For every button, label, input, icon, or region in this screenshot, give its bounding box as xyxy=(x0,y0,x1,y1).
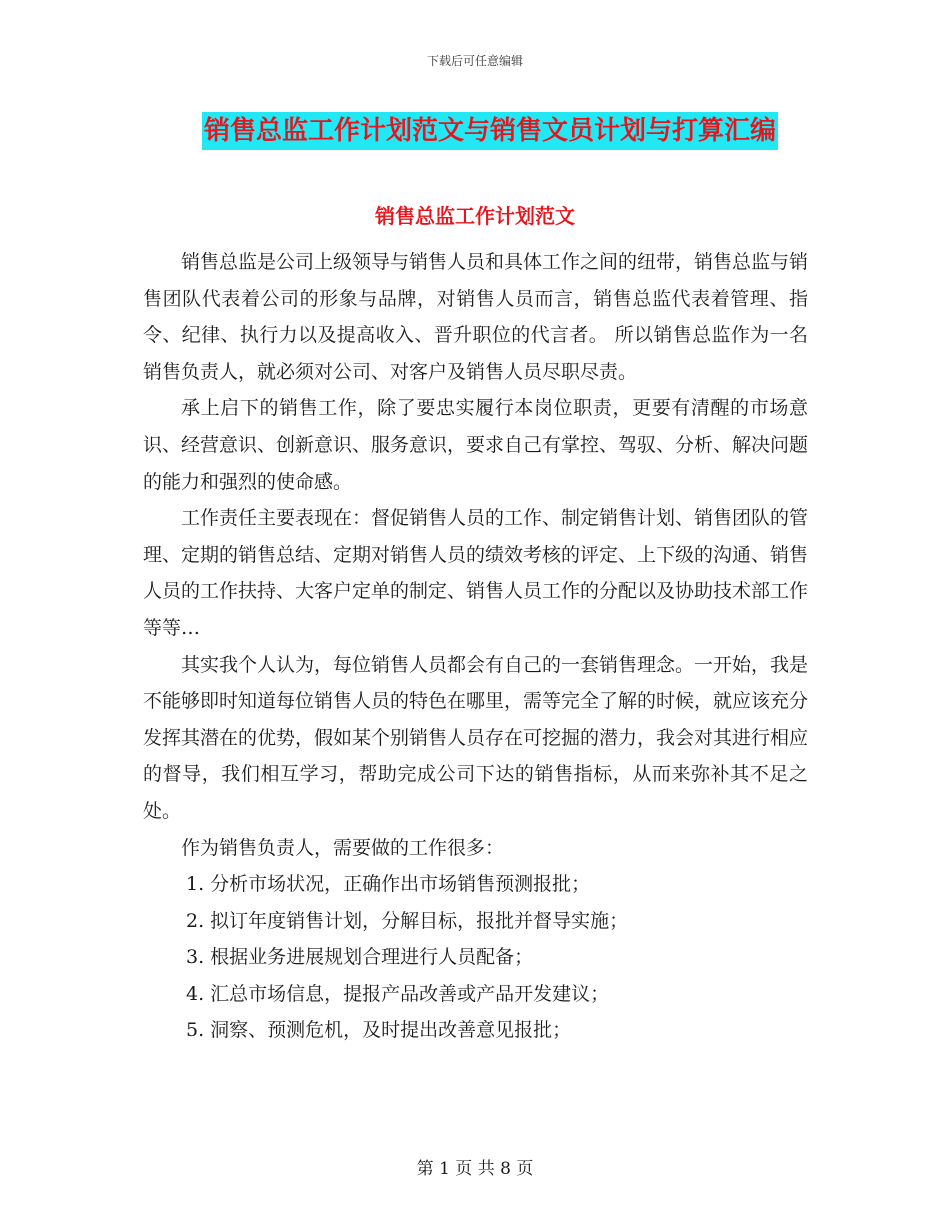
list-item: 1. 分析市场状况，正确作出市场销售预测报批； xyxy=(186,873,591,896)
paragraph: 工作责任主要表现在：督促销售人员的工作、制定销售计划、销售团队的管理、定期的销售总结、定期对销售人员的绩效考核的评定、上下级的沟通、销售人员的工作扶持、大客户定单的制定、销售人员工作的分配以及协助技术部工作等等… xyxy=(143,507,809,639)
list-item: 4. 汇总市场信息，提报产品改善或产品开发建议； xyxy=(186,982,610,1005)
section-title: 销售总监工作计划范文 xyxy=(375,204,575,228)
main-title: 销售总监工作计划范文与销售文员计划与打算汇编 xyxy=(202,112,778,150)
paragraph: 其实我个人认为，每位销售人员都会有自己的一套销售理念。一开始，我是不能够即时知道每位销售人员的特色在哪里，需等完全了解的时候，就应该充分发挥其潜在的优势，假如某个别销售人员存在可挖掘的潜力，我会对其进行相应的督导，我们相互学习，帮助完成公司下达的销售指标，从而来弥补其不足之处。 xyxy=(143,653,809,822)
paragraph: 作为销售负责人，需要做的工作很多： xyxy=(181,836,505,859)
page-footer: 第 1 页 共 8 页 xyxy=(416,1159,534,1179)
main-title-container xyxy=(0,112,950,150)
list-item: 2. 拟订年度销售计划，分解目标，报批并督导实施； xyxy=(186,909,629,932)
paragraph: 销售总监是公司上级领导与销售人员和具体工作之间的纽带，销售总监与销售团队代表着公司的形象与品牌，对销售人员而言，销售总监代表着管理、指令、纪律、执行力以及提高收入、晋升职位的代言者。 所以销售总监作为一名销售负责人，就必须对公司、对客户及销售人员尽职尽责。 xyxy=(143,251,809,383)
list-item: 5. 洞察、预测危机，及时提出改善意见报批； xyxy=(186,1019,572,1042)
document-body xyxy=(143,244,808,1049)
list-item: 3. 根据业务进展规划合理进行人员配备； xyxy=(186,946,534,969)
header-note: 下载后可任意编辑 xyxy=(426,54,523,68)
paragraph: 承上启下的销售工作，除了要忠实履行本岗位职责，更要有清醒的市场意识、经营意识、创新意识、服务意识，要求自己有掌控、驾驭、分析、解决问题的能力和强烈的使命感。 xyxy=(143,397,809,493)
